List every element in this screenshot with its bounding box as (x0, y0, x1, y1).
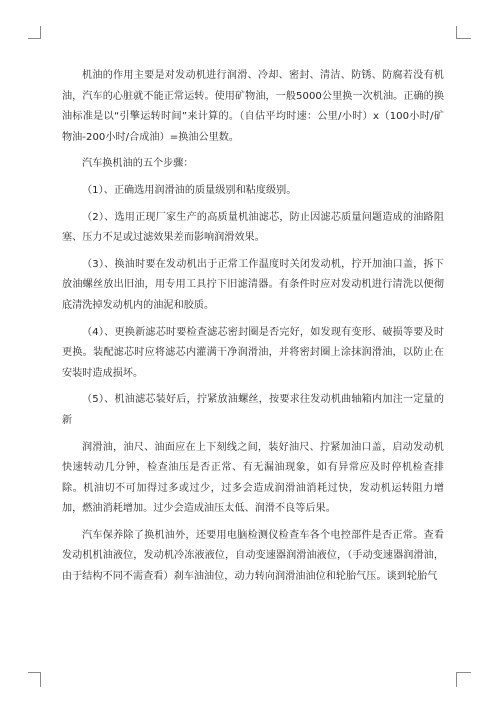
paragraph-step-2: （2）、选用正现厂家生产的高质量机油滤芯，防止因滤芯质量问题造成的油路阻塞、压力不足或过滤效果差而影响润滑效果。 (62, 211, 444, 244)
crop-mark-bottom-right (456, 672, 471, 687)
paragraph-maintenance: 汽车保养除了换机油外，还要用电脑检测仪检查车各个电控部件是否正常。查看发动机机油液位，发动机冷冻液液位，自动变速器润滑油液位，（手动变速器润滑油，由于结构不同不需查看）刹车油油位，动力转向润滑油油位和轮胎气压。谈到轮胎气 (62, 529, 444, 583)
crop-mark-top-right (456, 26, 471, 39)
paragraph-step-1: （1）、正确选用润滑油的质量级别和粘度级别。 (82, 184, 297, 196)
paragraph-step-5-continued: 润滑油，油尺、油面应在上下刻线之间，装好油尺、拧紧加油口盖，启动发动机快速转动几分钟，检查油压是否正常、有无漏油现象，如有异常应及时停机检查排除。机油切不可加得过多或过少，过多会造成润滑油消耗过快，发动机运转阻力增加，燃油消耗增加。过少会造成油压太低、润滑不良等后果。 (62, 441, 444, 515)
paragraph-oil-function: 机油的作用主要是对发动机进行润滑、冷却、密封、清洁、防锈、防腐若没有机油，汽车的心脏就不能正常运转。使用矿物油，一般5000公里换一次机油。正确的换油标准是以“引擎运转时间”来计算的。（自估平均时速：公里/小时）x（100小时/矿物油-200小时/合成油）=换油公里数。 (62, 70, 444, 143)
document-body (62, 66, 444, 594)
paragraph-step-4: （4）、更换新滤芯时要检查滤芯密封圈是否完好，如发现有变形、破损等要及时更换。装配滤芯时应将滤芯内灌满干净润滑油，并将密封圈上涂抹润滑油，以防止在安装时造成损坏。 (62, 326, 444, 379)
paragraph-step-3: （3）、换油时要在发动机出于正常工作温度时关闭发动机，拧开加油口盖，拆下放油螺丝放出旧油，用专用工具拧下旧滤清器。有条件时应对发动机进行清洗以便彻底清洗掉发动机内的油泥和胶质。 (62, 258, 444, 311)
paragraph-step-5: （5）、机油滤芯装好后，拧紧放油螺丝，按要求往发动机曲轴箱内加注一定量的新 (62, 394, 444, 426)
crop-mark-top-left (28, 26, 41, 39)
crop-mark-bottom-left (28, 672, 41, 687)
paragraph-steps-heading: 汽车换机油的五个步骤： (82, 158, 194, 170)
